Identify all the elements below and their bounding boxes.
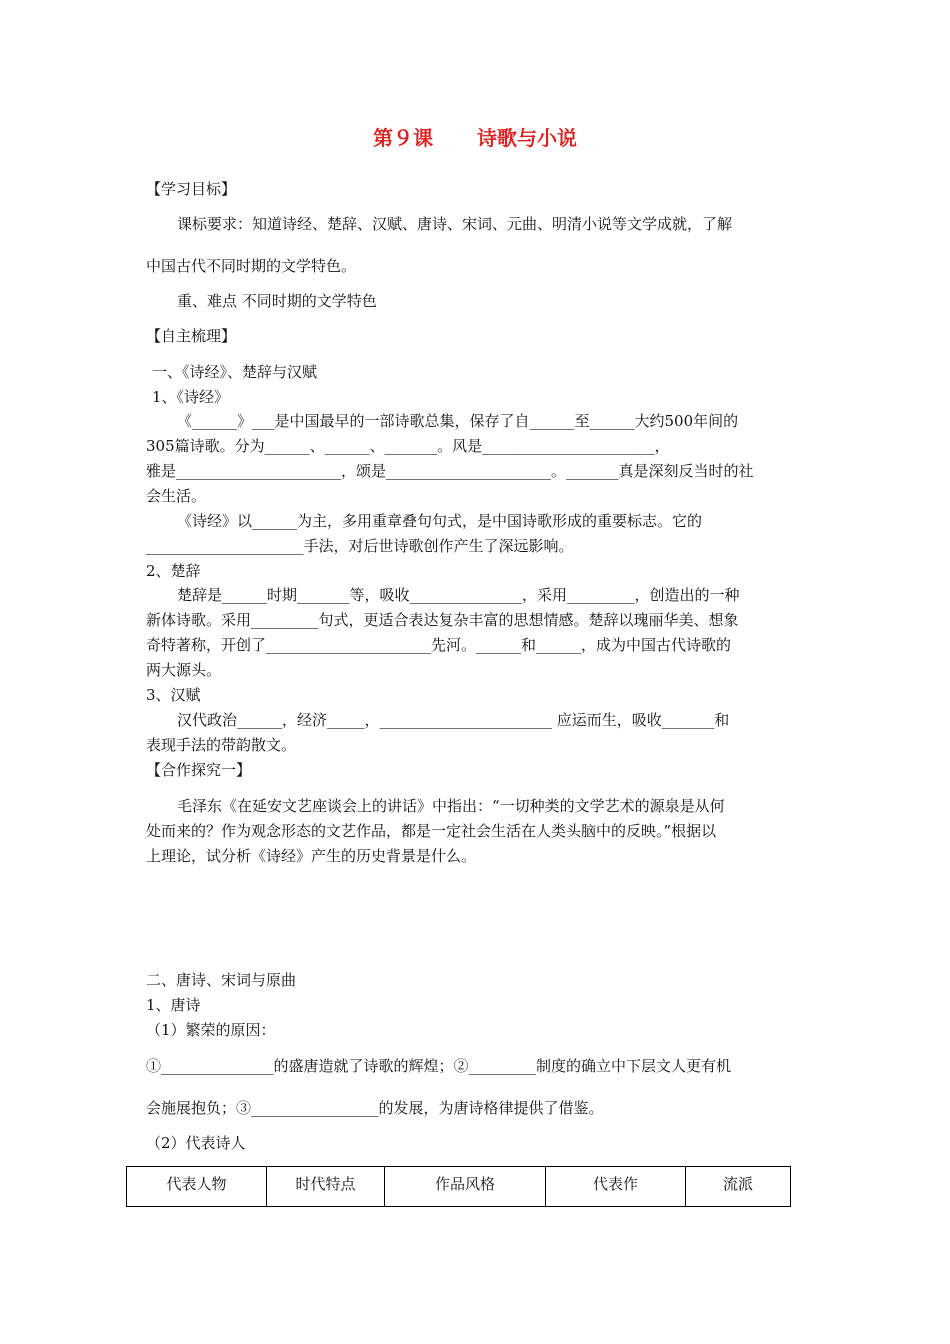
hanfu-line-1: 汉代政治______，经济_____，_______________________ 应运而生，吸收_______和 [177, 711, 730, 729]
reasons-line-1: ①_______________的盛唐造就了诗歌的辉煌；②_________制度的确立中下层文人更有机 [146, 1057, 732, 1075]
shijing-line-3: 雅是______________________，颂是______________________。_______真是深刻反当时的社 [146, 462, 754, 480]
page-title [0, 125, 950, 151]
header-era: 时代特点 [267, 1167, 385, 1207]
poets-title: （2）代表诗人 [146, 1134, 246, 1152]
shijing-line-4: 会生活。 [146, 487, 207, 505]
hanfu-title: 3、汉赋 [146, 686, 201, 704]
chuci-line-4: 两大源头。 [146, 661, 222, 679]
cooperation-line-1: 毛泽东《在延安文艺座谈会上的讲话》中指出：“一切种类的文学艺术的源泉是从何 [177, 797, 725, 815]
header-style: 作品风格 [385, 1167, 546, 1207]
shijing-title: 1、《诗经》 [152, 388, 230, 406]
part-1-title: 一、《诗经》、楚辞与汉赋 [152, 363, 318, 381]
cooperation-line-3: 上理论，试分析《诗经》产生的历史背景是什么。 [146, 847, 477, 865]
self-study-header: 【自主梳理】 [146, 327, 237, 345]
shijing-line-1: 《______》___是中国最早的一部诗歌总集，保存了自______至______大约500年间的 [177, 412, 739, 430]
poets-table [126, 1166, 791, 1207]
tang-poetry-title: 1、唐诗 [146, 996, 201, 1014]
reasons-line-2: 会施展抱负；③_________________的发展，为唐诗格律提供了借鉴。 [146, 1099, 604, 1117]
key-points: 重、难点 不同时期的文学特色 [177, 292, 377, 310]
header-works: 代表作 [546, 1167, 686, 1207]
chuci-line-3: 奇特著称，开创了______________________先河。______和______，成为中国古代诗歌的 [146, 636, 732, 654]
cooperation-header: 【合作探究一】 [146, 761, 252, 779]
header-school: 流派 [686, 1167, 791, 1207]
shijing-line-6: _____________________手法，对后世诗歌创作产生了深远影响。 [146, 537, 574, 555]
goals-line-1: 课标要求：知道诗经、楚辞、汉赋、唐诗、宋词、元曲、明清小说等文学成就，了解 [177, 215, 733, 233]
table-header-row [127, 1167, 791, 1207]
chuci-line-2: 新体诗歌。采用_________句式，更适合表达复杂丰富的思想情感。楚辞以瑰丽华美、想象 [146, 611, 739, 629]
goals-line-2: 中国古代不同时期的文学特色。 [146, 257, 357, 275]
goals-header: 【学习目标】 [146, 180, 237, 198]
chuci-title: 2、楚辞 [146, 562, 201, 580]
cooperation-line-2: 处而来的？作为观念形态的文艺作品，都是一定社会生活在人类头脑中的反映。”根据以 [146, 822, 717, 840]
shijing-line-2: 305篇诗歌。分为______、______、_______。风是_______________________， [146, 437, 670, 455]
header-person: 代表人物 [127, 1167, 267, 1207]
reasons-title: （1）繁荣的原因： [146, 1021, 276, 1039]
shijing-line-5: 《诗经》以______为主，多用重章叠句句式，是中国诗歌形成的重要标志。它的 [177, 512, 703, 530]
hanfu-line-2: 表现手法的带韵散文。 [146, 736, 297, 754]
lesson-number: 第９课 [373, 126, 433, 150]
part-2-title: 二、唐诗、宋词与原曲 [146, 971, 297, 989]
lesson-name: 诗歌与小说 [477, 126, 577, 150]
chuci-line-1: 楚辞是______时期_______等，吸收_______________，采用_________，创造出的一种 [177, 586, 740, 604]
